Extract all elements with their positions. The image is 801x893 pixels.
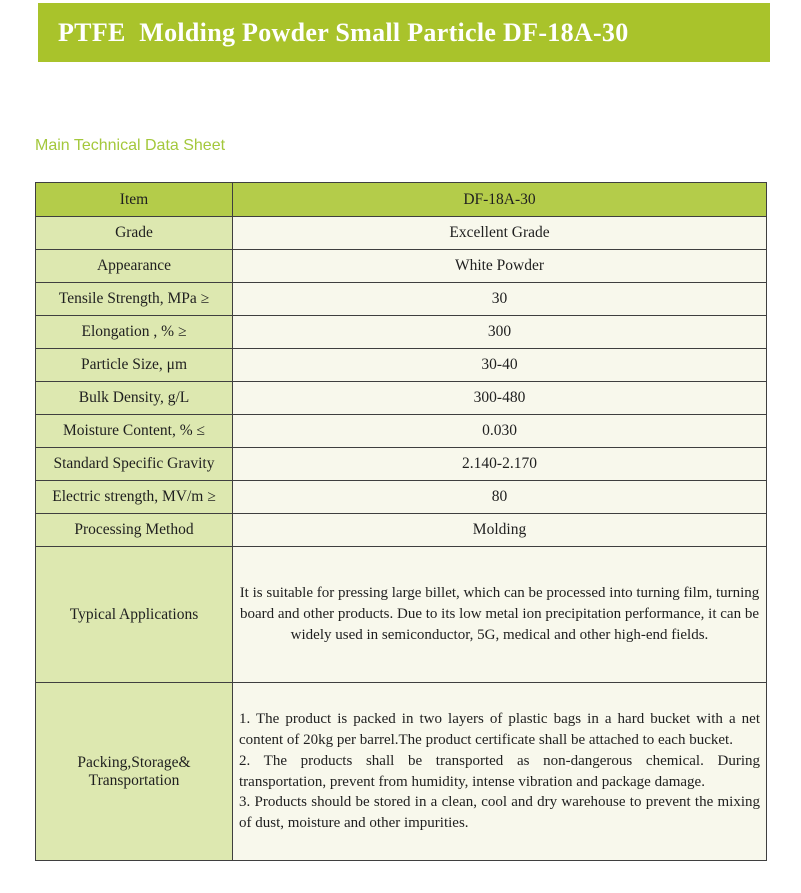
spec-label: Elongation , % ≥ [36, 316, 233, 349]
spec-row-specific-gravity [36, 448, 767, 481]
packing-item: 2. The products shall be transported as non-dangerous chemical. During transportation, prevent from humidity, intense vibration and package damage. [239, 752, 760, 790]
packing-storage-text [233, 683, 767, 861]
spec-row-tensile-strength [36, 283, 767, 316]
spec-value: Excellent Grade [233, 217, 767, 250]
packing-storage-label: Packing,Storage& Transportation [36, 683, 233, 861]
spec-value: Molding [233, 514, 767, 547]
spec-row-processing-method [36, 514, 767, 547]
spec-row-bulk-density [36, 382, 767, 415]
technical-data-table [35, 182, 767, 861]
section-heading: Main Technical Data Sheet [35, 137, 226, 154]
spec-value: 300 [233, 316, 767, 349]
spec-value: 300-480 [233, 382, 767, 415]
table-header-row [36, 183, 767, 217]
page-banner [38, 3, 770, 62]
header-product-cell: DF-18A-30 [233, 183, 767, 217]
spec-label: Tensile Strength, MPa ≥ [36, 283, 233, 316]
packing-item: 3. Products should be stored in a clean, cool and dry warehouse to prevent the mixing of dust, moisture and other impurities. [239, 794, 760, 831]
spec-row-appearance [36, 250, 767, 283]
spec-label: Appearance [36, 250, 233, 283]
spec-value: 30 [233, 283, 767, 316]
packing-storage-row [36, 683, 767, 861]
spec-row-elongation [36, 316, 767, 349]
spec-label: Particle Size, μm [36, 349, 233, 382]
packing-item: 1. The product is packed in two layers of plastic bags in a hard bucket with a net content of 20kg per barrel.The product certificate shall be attached to each bucket. [239, 711, 760, 749]
spec-row-particle-size [36, 349, 767, 382]
typical-applications-text: It is suitable for pressing large billet, which can be processed into turning film, turning board and other products. Due to its low metal ion precipitation performance, it can be widely used in semiconductor, 5G, medical and other high-end fields. [233, 547, 767, 683]
header-item-cell: Item [36, 183, 233, 217]
spec-value: White Powder [233, 250, 767, 283]
spec-label: Processing Method [36, 514, 233, 547]
page-title: PTFE Molding Powder Small Particle DF-18A-30 [58, 17, 629, 47]
typical-applications-row [36, 547, 767, 683]
spec-value: 2.140-2.170 [233, 448, 767, 481]
spec-value: 80 [233, 481, 767, 514]
spec-label: Moisture Content, % ≤ [36, 415, 233, 448]
spec-value: 30-40 [233, 349, 767, 382]
spec-row-moisture-content [36, 415, 767, 448]
spec-label: Bulk Density, g/L [36, 382, 233, 415]
spec-label: Standard Specific Gravity [36, 448, 233, 481]
spec-label: Electric strength, MV/m ≥ [36, 481, 233, 514]
spec-value: 0.030 [233, 415, 767, 448]
spec-label: Grade [36, 217, 233, 250]
typical-applications-label: Typical Applications [36, 547, 233, 683]
spec-row-electric-strength [36, 481, 767, 514]
spec-row-grade [36, 217, 767, 250]
